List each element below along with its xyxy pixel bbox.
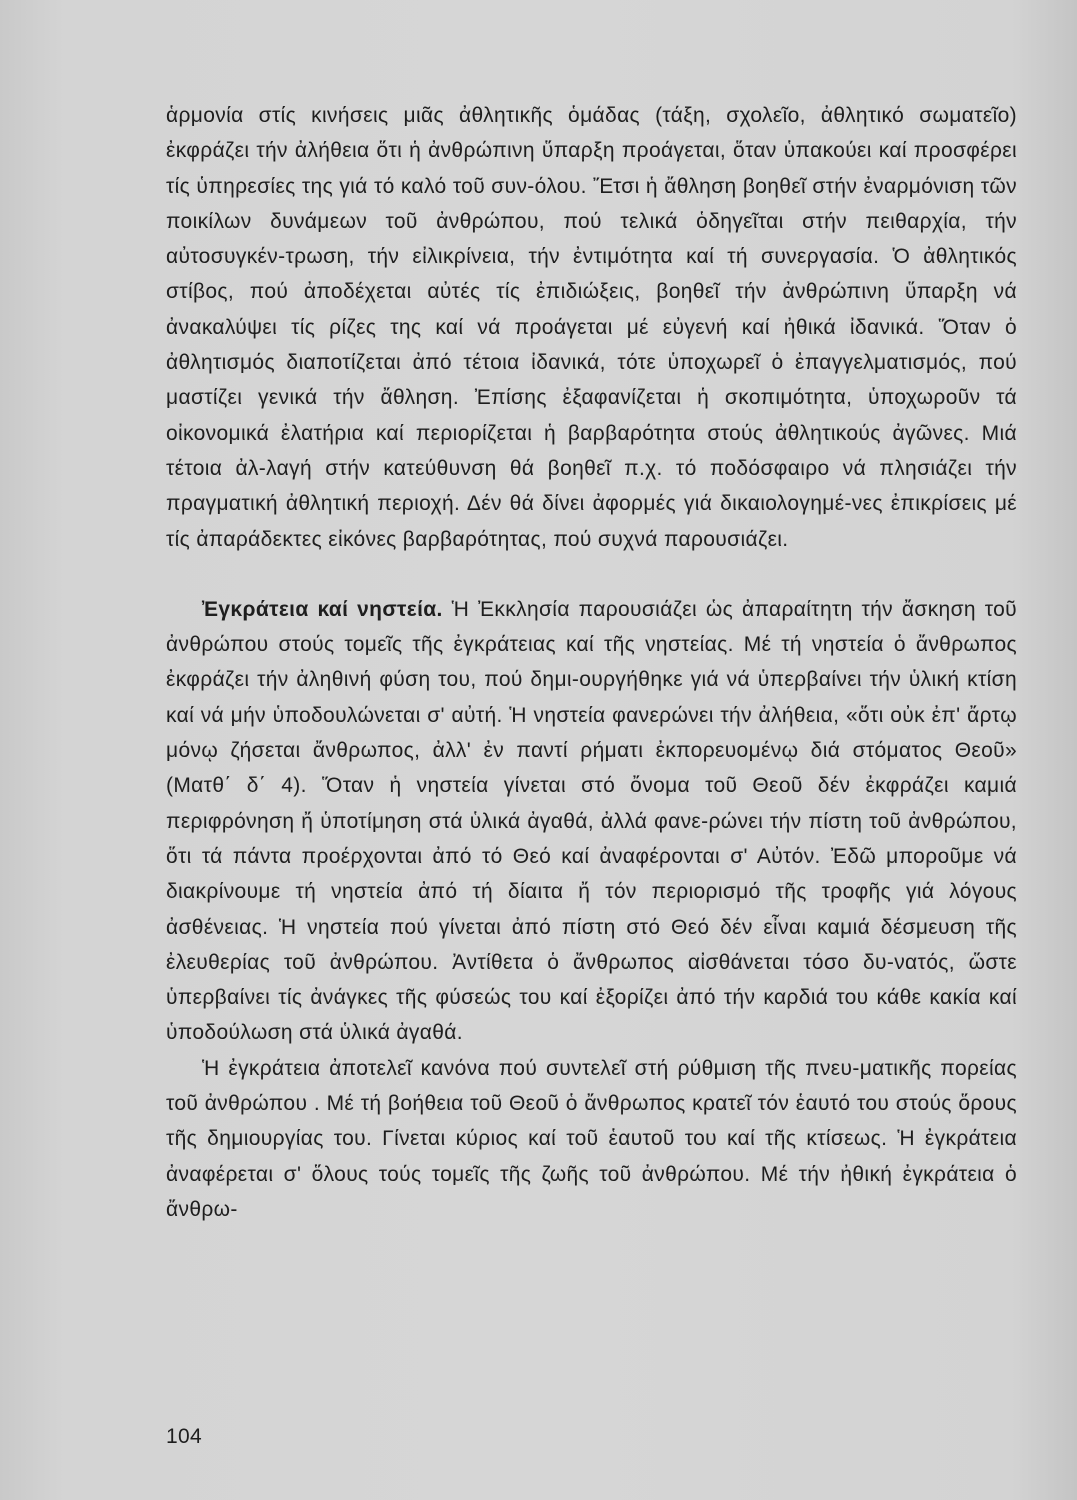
paragraph-fasting (166, 592, 1017, 1051)
page-number: 104 (166, 1425, 202, 1448)
section-heading: Ἐγκράτεια καί νηστεία. (202, 597, 443, 621)
paragraph-athletics (166, 98, 1017, 557)
paragraph-text: Ἡ ἐγκράτεια ἀποτελεῖ κανόνα πού συντελεῖ στή ρύθμιση τῆς πνευ-ματικῆς πορείας τοῦ ἀνθρώπου . Μέ τή βοήθεια τοῦ Θεοῦ ὁ ἄνθρωπος κρατεῖ τόν ἑαυτό του στούς ὅρους τῆς δημιουργίας του. Γίνεται κύριος καί τοῦ ἑαυτοῦ του καί τῆς κτίσεως. Ἡ ἐγκράτεια ἀναφέρεται σ' ὅλους τούς τομεῖς τῆς ζωῆς τοῦ ἀνθρώπου. Μέ τήν ἠθική ἐγκράτεια ὁ ἄνθρω- (166, 1056, 1017, 1221)
paragraph-text: Ἡ Ἐκκλησία παρουσιάζει ὡς ἀπαραίτητη τήν ἄσκηση τοῦ ἀνθρώπου στούς τομεῖς τῆς ἐγκράτειας καί τῆς νηστείας. Μέ τή νηστεία ὁ ἄνθρωπος ἐκφράζει τήν ἀληθινή φύση του, πού δημι-ουργήθηκε γιά νά ὑπερβαίνει τήν ὑλική κτίση καί νά μήν ὑποδουλώνεται σ' αὐτή. Ἡ νηστεία φανερώνει τήν ἀλήθεια, «ὅτι οὐκ ἐπ' ἄρτῳ μόνῳ ζήσεται ἄνθρωπος, ἀλλ' ἐν παντί ρήματι ἐκπορευομένῳ διά στόματος Θεοῦ» (Ματθ΄ δ΄ 4). Ὅταν ἡ νηστεία γίνεται στό ὄνομα τοῦ Θεοῦ δέν ἐκφράζει καμιά περιφρόνηση ἤ ὑποτίμηση στά ὑλικά ἀγαθά, ἀλλά φανε-ρώνει τήν πίστη τοῦ ἀνθρώπου, ὅτι τά πάντα προέρχονται ἀπό τό Θεό καί ἀναφέρονται σ' Αὐτόν. Ἐδῶ μποροῦμε νά διακρίνουμε τή νηστεία ἀπό τή δίαιτα ἤ τόν περιορισμό τῆς τροφῆς γιά λόγους ἀσθένειας. Ἡ νηστεία πού γίνεται ἀπό πίστη στό Θεό δέν εἶναι καμιά δέσμευση τῆς ἐλευθερίας τοῦ ἀνθρώπου. Ἀντίθετα ὁ ἄνθρωπος αἰσθάνεται τόσο δυ-νατός, ὥστε ὑπερβαίνει τίς ἀνάγκες τῆς φύσεώς του καί ἐξορίζει ἀπό τήν καρδιά του κάθε κακία καί ὑποδούλωση στά ὑλικά ἀγαθά. (166, 597, 1017, 1045)
paragraph-text: ἁρμονία στίς κινήσεις μιᾶς ἀθλητικῆς ὁμάδας (τάξη, σχολεῖο, ἀθλητικό σωματεῖο) ἐκφράζει τήν ἀλήθεια ὅτι ἡ ἀνθρώπινη ὕπαρξη προάγεται, ὅταν ὑπακούει καί προσφέρει τίς ὑπηρεσίες της γιά τό καλό τοῦ συν-όλου. Ἔτσι ἡ ἄθληση βοηθεῖ στήν ἐναρμόνιση τῶν ποικίλων δυνάμεων τοῦ ἀνθρώπου, πού τελικά ὁδηγεῖται στήν πειθαρχία, τήν αὐτοσυγκέν-τρωση, τήν εἰλικρίνεια, τήν ἐντιμότητα καί τή συνεργασία. Ὁ ἀθλητικός στίβος, πού ἀποδέχεται αὐτές τίς ἐπιδιώξεις, βοηθεῖ τήν ἀνθρώπινη ὕπαρξη νά ἀνακαλύψει τίς ρίζες της καί νά προάγεται μέ εὐγενή καί ἠθικά ἰδανικά. Ὅταν ὁ ἀθλητισμός διαποτίζεται ἀπό τέτοια ἰδανικά, τότε ὑποχωρεῖ ὁ ἐπαγγελματισμός, πού μαστίζει γενικά τήν ἄθληση. Ἐπίσης ἐξαφανίζεται ἡ σκοπιμότητα, ὑποχωροῦν τά οἰκονομικά ἐλατήρια καί περιορίζεται ἡ βαρβαρότητα στούς ἀθλητικούς ἀγῶνες. Μιά τέτοια ἀλ-λαγή στήν κατεύθυνση θά βοηθεῖ π.χ. τό ποδόσφαιρο νά πλησιάζει τήν πραγματική ἀθλητική περιοχή. Δέν θά δίνει ἀφορμές γιά δικαιολογημέ-νες ἐπικρίσεις μέ τίς ἀπαράδεκτες εἰκόνες βαρβαρότητας, πού συχνά παρουσιάζει. (166, 104, 1017, 551)
body-text (166, 98, 1017, 1227)
paragraph-temperance (166, 1051, 1017, 1227)
